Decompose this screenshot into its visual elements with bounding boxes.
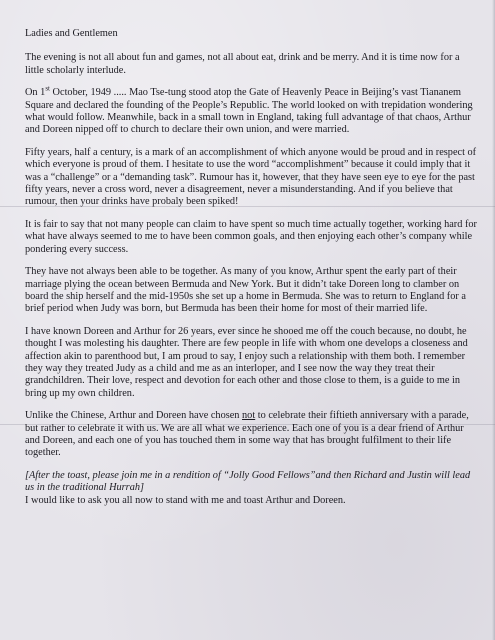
date-prefix: On 1 [25, 87, 46, 99]
emphasis-not: not [242, 410, 256, 422]
celebration-text: to celebrate their fiftieth anniversary with a parade, but rather to celebrate it with us. We are all what we experience. Each one of you is a dear friend of Arthur and Doreen, and each one of you has touched them in some way that has brought fulfilment to their life together. [25, 410, 469, 459]
date-ordinal-suffix: st [45, 84, 50, 93]
celebration-prefix: Unlike the Chinese, Arthur and Doreen have chosen [25, 410, 243, 422]
paragraph-personal: I have known Doreen and Arthur for 26 years, ever since he shooed me off the couch because, no doubt, he thought I was molesting his daughter. There are few people in life with whom one develops a closeness and affection akin to parenthood but, I am proud to say, I enjoy such a relationship with them both. I remember they way they treated Judy as a child and me as an interloper, and I see now the way they treat their grandchildren. Their love, respect and devotion for each other and those close to them, is a guide to me in bring up my own children. [25, 325, 468, 399]
paragraph-bermuda: They have not always been able to be together. As many of you know, Arthur spent the early part of their marriage plying the ocean between Bermuda and New York. But it didn’t take Doreen long to clamber on board the ship herself and the mid-1950s she set up a home in Bermuda. She was to return to England for a brief period when Judy was born, but Bermuda has been their home for most of their married life. [25, 266, 466, 315]
greeting: Ladies and Gentlemen [25, 28, 118, 39]
paragraph-history [25, 84, 477, 137]
letter-body [25, 28, 477, 517]
paragraph-celebration [25, 410, 477, 460]
paragraph-together: It is fair to say that not many people can claim to have spent so much time actually together, working hard for what have always seemed to me to have been common goals, and then enjoying each other’s company while pondering every success. [25, 218, 477, 255]
toast-instruction-note: [After the toast, please join me in a rendition of “Jolly Good Fellows”and then Richard and Justin will lead us in the traditional Hurrah] [25, 469, 471, 494]
paragraph-intro: The evening is not all about fun and games, not all about eat, drink and be merry. And it is time now for a little scholarly interlude. [25, 52, 460, 76]
paragraph-fifty-years: Fifty years, half a century, is a mark of an accomplishment of which anyone would be proud and in respect of which everyone is proud of them. I hesitate to use the word “accomplishment” because it could imply that it was a “challenge” or a “demanding task”. Rumour has it, however, that they have seen eye to eye for the past fifty years, never a cross word, never a disagreement, never a misunderstanding. And if you believe that rumour, then your drinks have probaly been spiked! [25, 146, 477, 208]
toast-closing-line: I would like to ask you all now to stand with me and toast Arthur and Doreen. [25, 494, 346, 506]
history-text: October, 1949 ..... Mao Tse-tung stood atop the Gate of Heavenly Peace in Beijing’s vast Tiananem Square and declared the founding of the People’s Republic. The world looked on with trepidation wondering what would follow. Meanwhile, back in a small town in England, taking full advantage of that chaos, Arthur and Doreen nipped off to church to declare their own union, and were married. [25, 87, 473, 136]
